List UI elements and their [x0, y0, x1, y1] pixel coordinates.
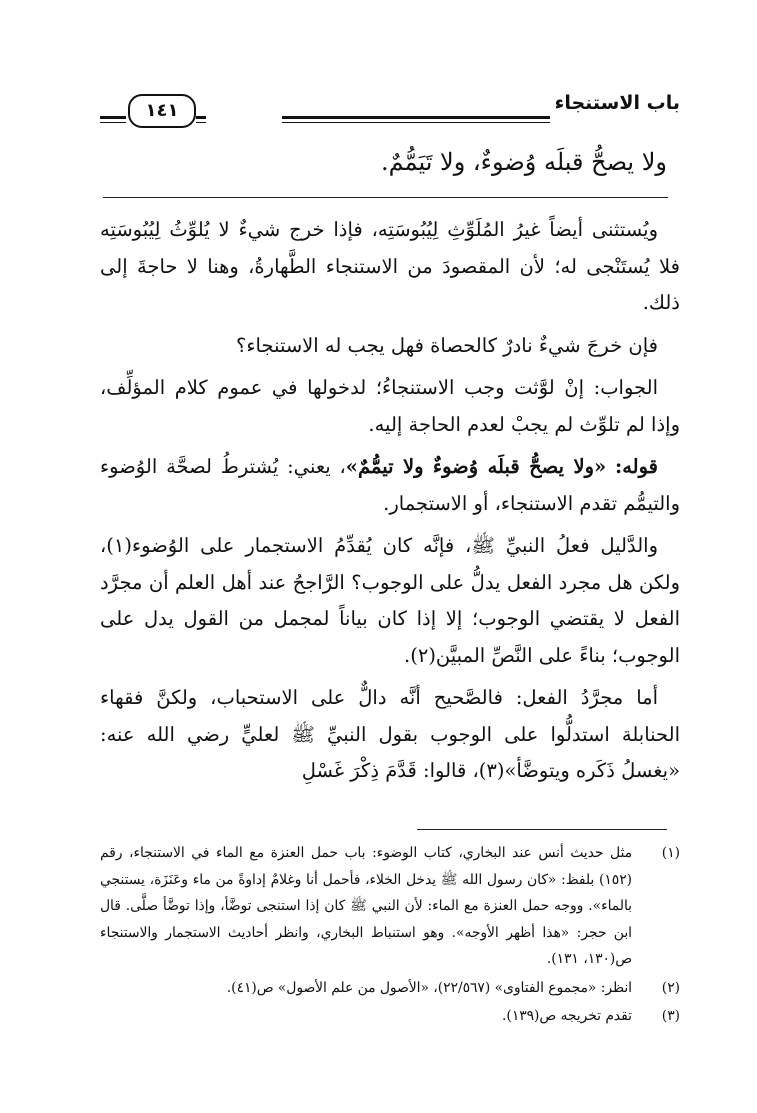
paragraph-exception: ويُستثنى أيضاً غيرُ المُلَوِّثِ لِيُبُوسَتِه، فإذا خرج شيءٌ لا يُلوِّثُ لِيُبُوسَتِه فلا يُستَنْجى له؛ لأن المقصودَ من الاستنجاء الطَّهارةُ، وهنا لا حاجةَ إلى ذلك. [100, 218, 680, 314]
page-number-rule-left [100, 116, 126, 119]
qawluh-label: قوله: [615, 455, 659, 478]
page-number-rule-right [196, 116, 206, 119]
page-header [100, 88, 680, 128]
page-number: ١٤١ [128, 94, 196, 128]
footnote-number: (١) [661, 845, 680, 861]
footnote [100, 1003, 680, 1030]
commentary-body [100, 212, 680, 796]
footnote [100, 975, 680, 1002]
qawluh-quote: «ولا يصحُّ قبلَه وُضوءٌ ولا تيمُّمٌ» [345, 455, 607, 478]
paragraph-question: فإن خرجَ شيءٌ نادرٌ كالحصاة فهل يجب له الاستنجاء؟ [236, 333, 658, 357]
footnotes [100, 840, 680, 1032]
footnote-text: مثل حديث أنس عند البخاري، كتاب الوضوء: باب حمل العنزة مع الماء في الاستنجاء، رقم (١٥٢) بلفظ: «كان رسول الله ﷺ يدخل الخلاء، فأحمل أنا وغلامٌ إداوةً من ماء وعَنَزَة، يستنجي بالماء». ووجه حمل العنزة مع الماء: لأن النبي ﷺ كان إذا استنجى توضَّأ، وإذا توضَّأ صلَّى. قال ابن حجر: «هذا أظهر الأوجه». وهو استنباط البخاري، وانظر أحاديث الاستجمار والاستنجاء ص(١٣٠، ١٣١). [100, 845, 632, 967]
paragraph-evidence: والدَّليل فعلُ النبيِّ ﷺ، فإنَّه كان يُقدِّمُ الاستجمار على الوُضوء(١)، ولكن هل مجرد الفعل يدلُّ على الوجوب؟ الرَّاجحُ عند أهل العلم أن مجرَّد الفعل لا يقتضي الوجوب؛ إلا إذا كان بياناً لمجمل من القول يدل على الوجوب؛ بناءً على النَّصِّ المبيَّن(٢). [100, 534, 680, 667]
matn-text: ولا يصحُّ قبلَه وُضوءٌ، ولا تَيَمُّمٌ. [380, 148, 667, 176]
paragraph-mere-action: أما مجرَّدُ الفعل: فالصَّحيح أنَّه دالٌّ على الاستحباب، ولكنَّ فقهاء الحنابلة استدلُّوا على الوجوب بقول النبيِّ ﷺ لعليٍّ رضي الله عنه: «يغسلُ ذَكَره ويتوضَّأ»(٣)، قالوا: قَدَّمَ ذِكْرَ غَسْلِ [100, 686, 680, 782]
paragraph-answer: الجواب: إنْ لوَّثت وجب الاستنجاءُ؛ لدخولها في عموم كلام المؤلِّف، وإذا لم تلوِّث لم يجبْ لعدم الحاجة إليه. [100, 376, 680, 436]
matn-separator [103, 197, 668, 198]
chapter-title: باب الاستنجاء [554, 92, 680, 114]
footnote-number: (٣) [661, 1008, 680, 1024]
header-rule-thin [282, 122, 550, 123]
page-number-rule-right-thin [196, 122, 206, 123]
footnote-text: انظر: «مجموع الفتاوى» (٢٢/٥٦٧)، «الأصول من علم الأصول» ص(٤١). [226, 979, 632, 996]
page-number-rule-left-thin [100, 122, 126, 123]
footnote-separator [417, 829, 667, 830]
footnote-text: تقدم تخريجه ص(١٣٩). [502, 1008, 632, 1024]
paragraph-qawluh [100, 449, 680, 522]
qawluh-explanation: ، يعني: يُشترطُ لصحَّة الوُضوء والتيمُّم تقدم الاستنجاء، أو الاستجمار. [100, 455, 680, 515]
footnote [100, 840, 680, 973]
header-rule [282, 116, 550, 119]
footnote-number: (٢) [661, 979, 680, 996]
